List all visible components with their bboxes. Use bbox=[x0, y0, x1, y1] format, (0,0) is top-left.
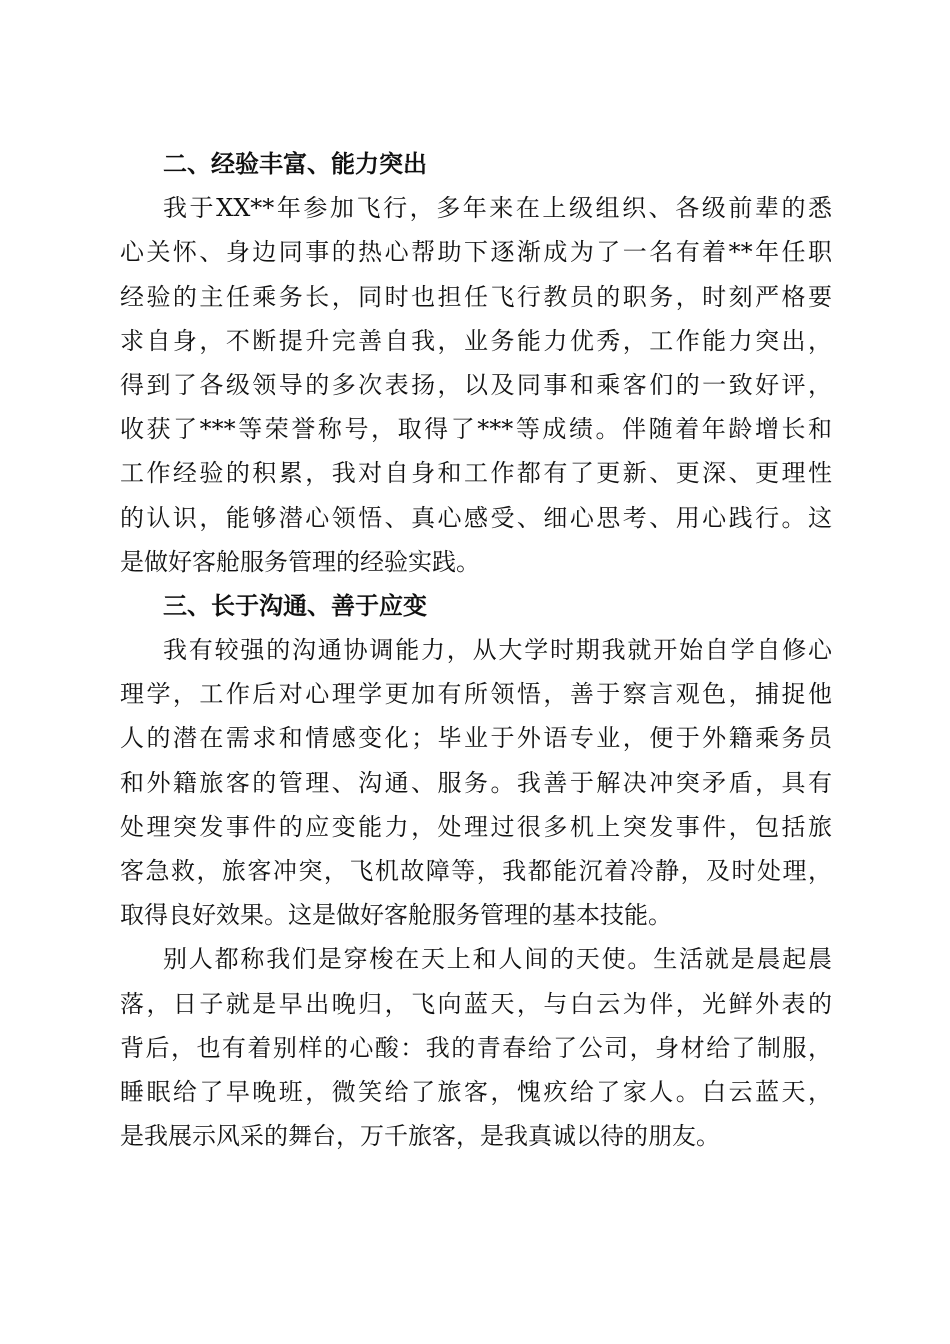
text-line: 取得良好效果。这是做好客舱服务管理的基本技能。 bbox=[120, 901, 672, 930]
text-line: 处理突发事件的应变能力，处理过很多机上突发事件，包括旅 bbox=[120, 812, 832, 841]
text-line: 经验的主任乘务长，同时也担任飞行教员的职务，时刻严格要 bbox=[120, 282, 832, 311]
text-line: 求自身，不断提升完善自我，业务能力优秀，工作能力突出， bbox=[120, 326, 832, 355]
text-line: 理学，工作后对心理学更加有所领悟，善于察言观色，捕捉他 bbox=[120, 680, 832, 709]
text-line: 别人都称我们是穿梭在天上和人间的天使。生活就是晨起晨 bbox=[163, 945, 832, 974]
text-line: 背后，也有着别样的心酸：我的青春给了公司，身材给了制服， bbox=[120, 1033, 832, 1062]
text-line: 是我展示风采的舞台，万千旅客，是我真诚以待的朋友。 bbox=[120, 1122, 720, 1151]
text-line: 得到了各级领导的多次表扬，以及同事和乘客们的一致好评， bbox=[120, 370, 832, 399]
document-body bbox=[120, 142, 832, 1158]
text-line: 的认识，能够潜心领悟、真心感受、细心思考、用心践行。这 bbox=[120, 503, 832, 532]
text-line: 人的潜在需求和情感变化；毕业于外语专业，便于外籍乘务员 bbox=[120, 724, 832, 753]
paragraph bbox=[120, 628, 832, 937]
text-line: 落，日子就是早出晚归，飞向蓝天，与白云为伴，光鲜外表的 bbox=[120, 989, 832, 1018]
paragraph bbox=[120, 937, 832, 1158]
section-heading: 三、长于沟通、善于应变 bbox=[163, 591, 427, 620]
text-line: 我于XX**年参加飞行，多年来在上级组织、各级前辈的悉 bbox=[163, 194, 832, 223]
text-line: 收获了***等荣誉称号，取得了***等成绩。伴随着年龄增长和 bbox=[120, 415, 832, 444]
text-line: 和外籍旅客的管理、沟通、服务。我善于解决冲突矛盾，具有 bbox=[120, 768, 832, 797]
text-line: 睡眠给了早晚班，微笑给了旅客，愧疚给了家人。白云蓝天， bbox=[120, 1077, 832, 1106]
text-line: 心关怀、身边同事的热心帮助下逐渐成为了一名有着**年任职 bbox=[120, 238, 832, 267]
text-line: 我有较强的沟通协调能力，从大学时期我就开始自学自修心 bbox=[163, 636, 832, 665]
text-line: 工作经验的积累，我对自身和工作都有了更新、更深、更理性 bbox=[120, 459, 832, 488]
text-line: 是做好客舱服务管理的经验实践。 bbox=[120, 547, 480, 576]
section-heading: 二、经验丰富、能力突出 bbox=[163, 150, 427, 178]
paragraph bbox=[120, 186, 832, 584]
text-line: 客急救，旅客冲突，飞机故障等，我都能沉着冷静，及时处理， bbox=[120, 857, 832, 885]
